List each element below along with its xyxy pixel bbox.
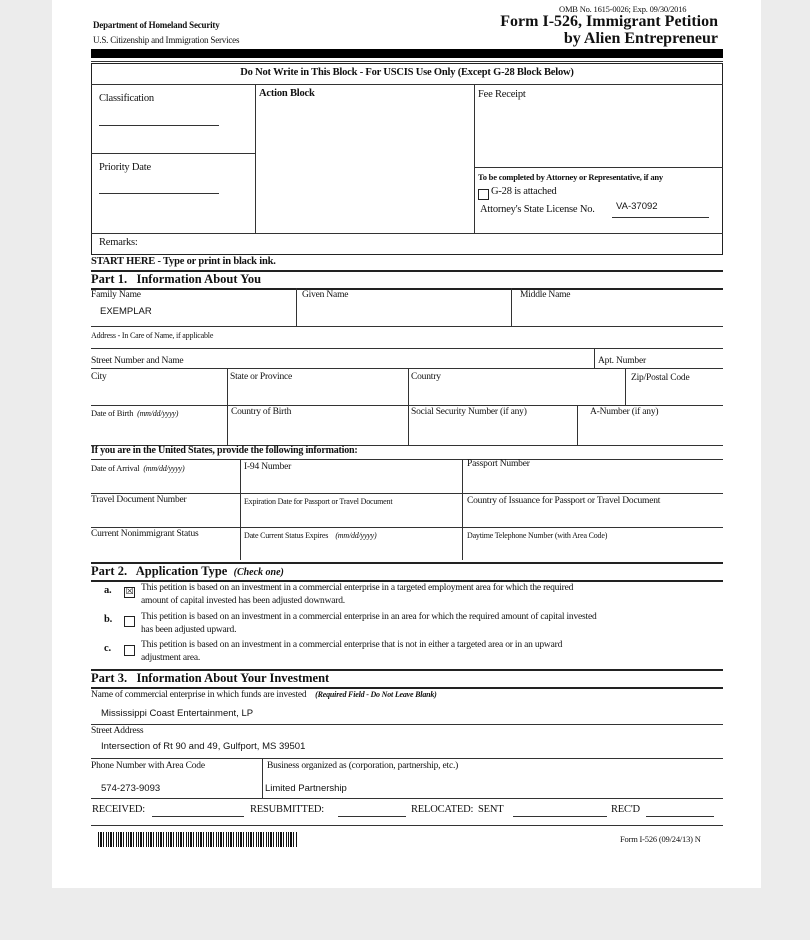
enterprise-label: Name of commercial enterprise in which funds are invested (Required Field - Do Not Leave Blank) [91, 690, 437, 700]
country-label: Country [411, 372, 441, 382]
divider [91, 825, 723, 826]
header-bar [91, 49, 723, 58]
agency-name: Department of Homeland Security [93, 20, 220, 30]
enterprise-phone-value[interactable]: 574-273-9093 [101, 783, 161, 794]
start-here-note: START HERE - Type or print in black ink. [91, 256, 276, 267]
divider [408, 405, 409, 445]
part3-title: Part 3. Information About Your Investment [91, 671, 330, 685]
option-c-letter: c. [104, 643, 111, 654]
divider [91, 798, 723, 799]
status-expires-label: Date Current Status Expires (mm/dd/yyyy) [244, 531, 377, 540]
option-a-text-1: This petition is based on an investment in a commercial enterprise in a targeted employment area for which the required [141, 583, 574, 593]
license-label: Attorney's State License No. [480, 204, 595, 215]
remarks-label: Remarks: [99, 237, 138, 248]
received-field[interactable] [152, 816, 244, 817]
priority-date-label: Priority Date [99, 162, 151, 173]
attorney-heading: To be completed by Attorney or Representative, if any [478, 172, 663, 182]
divider [91, 368, 723, 369]
divider [296, 288, 297, 326]
divider [91, 84, 723, 85]
divider [474, 84, 475, 234]
divider [91, 758, 723, 759]
divider [577, 405, 578, 445]
city-label: City [91, 372, 107, 382]
g28-checkbox[interactable] [478, 189, 489, 200]
divider [91, 459, 723, 460]
form-revision: Form I-526 (09/24/13) N [620, 834, 701, 844]
i94-label: I-94 Number [244, 462, 292, 472]
barcode [98, 832, 298, 847]
license-underline [612, 217, 709, 218]
recd-field[interactable] [646, 816, 714, 817]
status-label: Current Nonimmigrant Status [91, 529, 199, 539]
g28-label: G-28 is attached [491, 186, 557, 197]
uscis-block [91, 63, 723, 255]
action-block-label: Action Block [259, 88, 315, 99]
divider [91, 527, 723, 528]
apt-label: Apt. Number [598, 356, 646, 366]
subagency-name: U.S. Citizenship and Immigration Services [93, 35, 240, 45]
option-c-text-2: adjustment area. [141, 653, 201, 663]
family-name-label: Family Name [91, 290, 141, 300]
divider [91, 580, 723, 582]
uscis-block-heading: Do Not Write in This Block - For USCIS Use Only (Except G-28 Block Below) [240, 67, 574, 78]
divider [511, 288, 512, 326]
divider [91, 61, 723, 62]
fee-receipt-label: Fee Receipt [478, 89, 526, 100]
enterprise-value[interactable]: Mississippi Coast Entertainment, LP [101, 708, 254, 719]
form-subtitle: by Alien Entrepreneur [563, 30, 718, 47]
classification-label: Classification [99, 93, 154, 104]
option-b-text-2: has been adjusted upward. [141, 625, 237, 635]
family-name-value[interactable]: EXEMPLAR [100, 306, 152, 317]
divider [91, 288, 723, 290]
divider [262, 758, 263, 798]
divider [91, 724, 723, 725]
divider [227, 405, 228, 445]
travel-doc-label: Travel Document Number [91, 495, 187, 505]
option-b-letter: b. [104, 614, 113, 625]
care-of-label: Address - In Care of Name, if applicable [91, 331, 214, 340]
anumber-label: A-Number (if any) [590, 407, 659, 417]
divider [462, 459, 463, 560]
business-type-label: Business organized as (corporation, partnership, etc.) [267, 761, 459, 771]
enterprise-street-label: Street Address [91, 726, 144, 736]
option-b-checkbox[interactable] [124, 616, 135, 627]
divider [474, 167, 723, 168]
divider [625, 368, 626, 405]
divider [255, 84, 256, 234]
option-a-text-2: amount of capital invested has been adjusted downward. [141, 596, 345, 606]
arrival-label: Date of Arrival (mm/dd/yyyy) [91, 463, 185, 473]
divider [91, 687, 723, 689]
divider [408, 368, 409, 405]
option-b-text-1: This petition is based on an investment in a commercial enterprise in an area for which the required amount of capital invested [141, 612, 597, 622]
passport-label: Passport Number [467, 459, 530, 469]
divider [91, 233, 723, 234]
divider [91, 348, 723, 349]
us-info-heading: If you are in the United States, provide the following information: [91, 445, 358, 456]
enterprise-phone-label: Phone Number with Area Code [91, 761, 205, 771]
divider [594, 348, 595, 368]
divider [227, 368, 228, 405]
divider [91, 493, 723, 494]
divider [91, 405, 723, 406]
enterprise-street-value[interactable]: Intersection of Rt 90 and 49, Gulfport, MS 39501 [101, 741, 306, 752]
street-label: Street Number and Name [91, 356, 184, 366]
received-label: RECEIVED: [92, 804, 146, 815]
resubmitted-label: RESUBMITTED: [250, 804, 325, 815]
form-title: Form I-526, Immigrant Petition [500, 13, 718, 30]
part2-title: Part 2. Application Type (Check one) [91, 564, 284, 578]
given-name-label: Given Name [302, 290, 349, 300]
given-name-field[interactable] [300, 303, 505, 323]
divider [91, 153, 255, 154]
sent-field[interactable] [513, 816, 607, 817]
resubmitted-field[interactable] [338, 816, 406, 817]
priority-date-field[interactable] [99, 193, 219, 194]
middle-name-field[interactable] [515, 303, 720, 323]
country-birth-label: Country of Birth [231, 407, 292, 417]
classification-field[interactable] [99, 125, 219, 126]
divider [91, 326, 723, 327]
issuance-label: Country of Issuance for Passport or Travel Document [467, 496, 661, 506]
option-a-letter: a. [104, 585, 112, 596]
relocated-sent-label: RELOCATED: SENT [411, 804, 504, 815]
option-a-checkbox[interactable]: ☒ [125, 587, 134, 597]
phone-label: Daytime Telephone Number (with Area Code) [467, 531, 608, 540]
expiration-label: Expiration Date for Passport or Travel Document [244, 497, 393, 506]
option-c-checkbox[interactable] [124, 645, 135, 656]
dob-label: Date of Birth (mm/dd/yyyy) [91, 408, 179, 418]
divider [240, 459, 241, 560]
business-type-value[interactable]: Limited Partnership [265, 783, 347, 794]
middle-name-label: Middle Name [520, 290, 571, 300]
license-value[interactable]: VA-37092 [616, 201, 658, 212]
ssn-label: Social Security Number (if any) [411, 407, 527, 417]
recd-label: REC'D [611, 804, 640, 815]
state-label: State or Province [230, 372, 293, 382]
option-c-text-1: This petition is based on an investment in a commercial enterprise that is not in either a targeted area or in an upward [141, 640, 563, 650]
zip-label: Zip/Postal Code [631, 373, 690, 383]
part1-title: Part 1. Information About You [91, 272, 262, 286]
care-of-field[interactable] [91, 340, 723, 348]
omb-number: OMB No. 1615-0026; Exp. 09/30/2016 [559, 4, 687, 14]
